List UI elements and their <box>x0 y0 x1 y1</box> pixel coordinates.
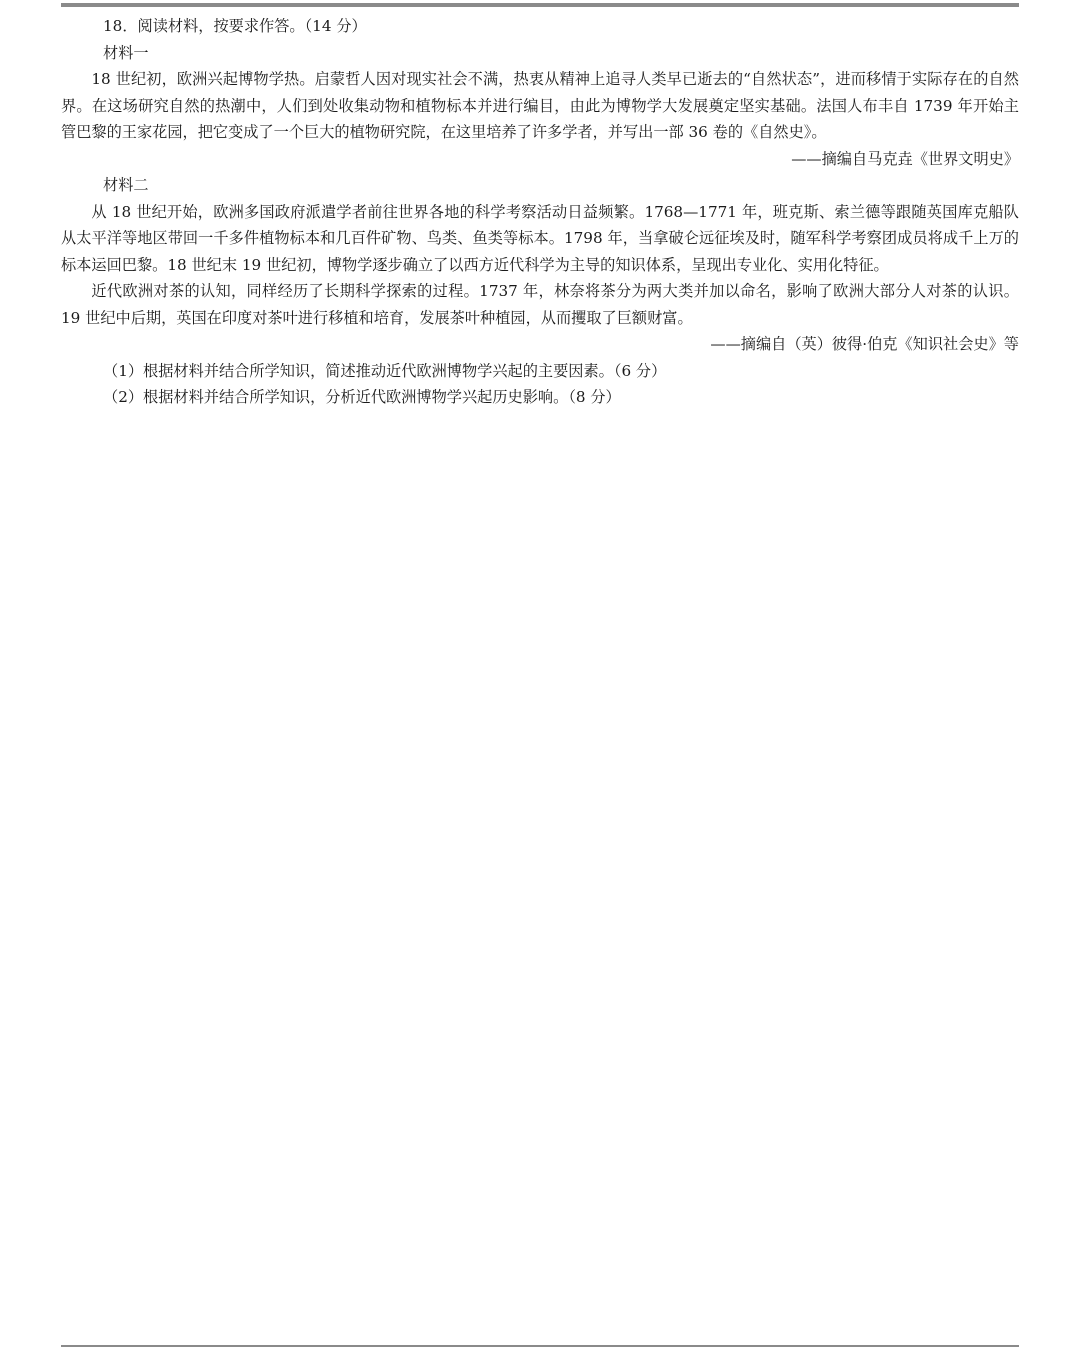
material1-label: 材料一 <box>103 43 149 62</box>
material2-text1: 从 18 世纪开始，欧洲多国政府派遣学者前往世界各地的科学考察活动日益频繁。1768—1771 年，班克斯、索兰德等跟随英国库克船队从太平洋等地区带回一千多件植物标本和几百件矿物、鸟类、鱼类等标本。1798 年，当拿破仑远征埃及时，随军科学考察团成员将成千上万的标本运回巴黎。18 世纪末 19 世纪初，博物学逐步确立了以西方近代科学为主导的知识体系，呈现出专业化、实用化特征。 <box>61 202 1019 274</box>
bottom-rule <box>61 1345 1019 1347</box>
material1-text: 18 世纪初，欧洲兴起博物学热。启蒙哲人因对现实社会不满，热衷从精神上追寻人类早已逝去的“自然状态”，进而移情于实际存在的自然界。在这场研究自然的热潮中，人们到处收集动物和植物标本并进行编目，由此为博物学大发展奠定坚实基础。法国人布丰自 1739 年开始主管巴黎的王家花园，把它变成了一个巨大的植物研究院，在这里培养了许多学者，并写出一部 36 卷的《自然史》。 <box>61 70 1019 141</box>
sub-question-2: （2）根据材料并结合所学知识，分析近代欧洲博物学兴起历史影响。（8 分） <box>103 388 621 406</box>
material2-source: ——摘编自（英）彼得·伯克《知识社会史》等 <box>710 335 1019 353</box>
question-header: 18．阅读材料，按要求作答。（14 分） <box>103 17 367 35</box>
question-block <box>61 13 1019 411</box>
material1-source: ——摘编自马克垚《世界文明史》 <box>791 149 1019 168</box>
sub-question-1: （1）根据材料并结合所学知识，简述推动近代欧洲博物学兴起的主要因素。（6 分） <box>103 361 667 380</box>
material2-text2: 近代欧洲对茶的认知，同样经历了长期科学探索的过程。1737 年，林奈将茶分为两大类并加以命名，影响了欧洲大部分人对茶的认识。19 世纪中后期，英国在印度对茶叶进行移植和培育，发展茶叶种植园，从而攫取了巨额财富。 <box>61 282 1019 327</box>
material2-label: 材料二 <box>103 176 149 194</box>
top-rule <box>61 3 1019 7</box>
